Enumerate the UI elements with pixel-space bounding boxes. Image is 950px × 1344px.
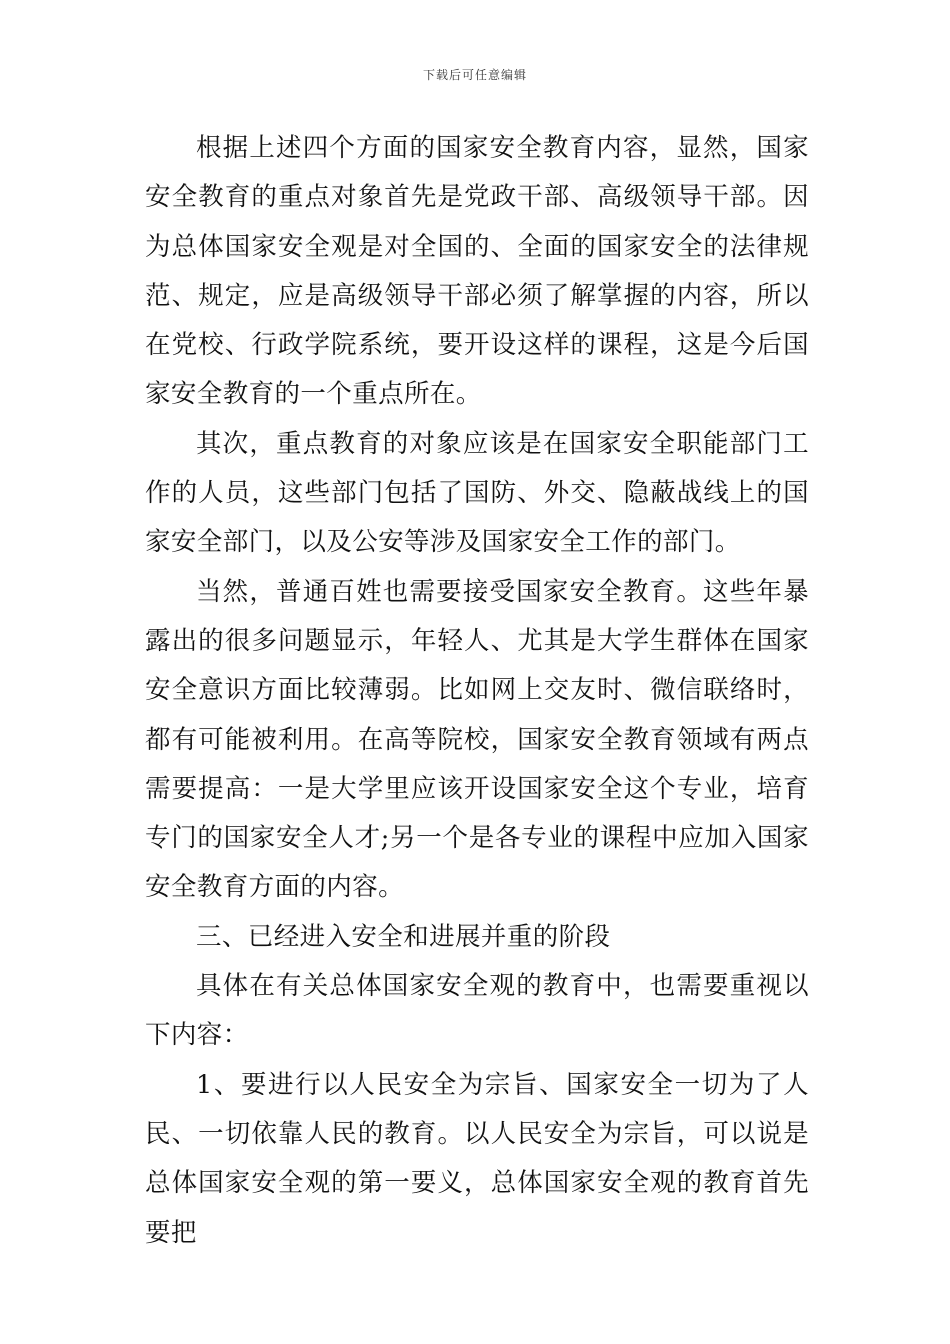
paragraph-secondary-targets: 其次，重点教育的对象应该是在国家安全职能部门工作的人员，这些部门包括了国防、外交、隐蔽战线上的国家安全部门，以及公安等涉及国家安全工作的部门。 bbox=[145, 428, 809, 558]
document-body bbox=[145, 124, 809, 1258]
paragraph-general-public: 当然，普通百姓也需要接受国家安全教育。这些年暴露出的很多问题显示，年轻人、尤其是大学生群体在国家安全意识方面比较薄弱。比如网上交友时、微信联络时，都有可能被利用。在高等院校，国家安全教育领域有两点需要提高：一是大学里应该开设国家安全这个专业，培育专门的国家安全人才;另一个是各专业的课程中应加入国家安全教育方面的内容。 bbox=[145, 576, 809, 903]
paragraph-key-targets: 根据上述四个方面的国家安全教育内容，显然，国家安全教育的重点对象首先是党政干部、高级领导干部。因为总体国家安全观是对全国的、全面的国家安全的法律规范、规定，应是高级领导干部必须了解掌握的内容，所以在党校、行政学院系统，要开设这样的课程，这是今后国家安全教育的一个重点所在。 bbox=[145, 133, 809, 410]
paragraph-education-content: 具体在有关总体国家安全观的教育中，也需要重视以下内容： bbox=[145, 971, 809, 1051]
paragraph-point-one: 1、要进行以人民安全为宗旨、国家安全一切为了人民、一切依靠人民的教育。以人民安全为宗旨，可以说是总体国家安全观的第一要义，总体国家安全观的教育首先要把 bbox=[145, 1069, 809, 1248]
section-heading: 三、已经进入安全和进展并重的阶段 bbox=[196, 921, 611, 952]
header-note: 下载后可任意编辑 bbox=[422, 68, 527, 82]
